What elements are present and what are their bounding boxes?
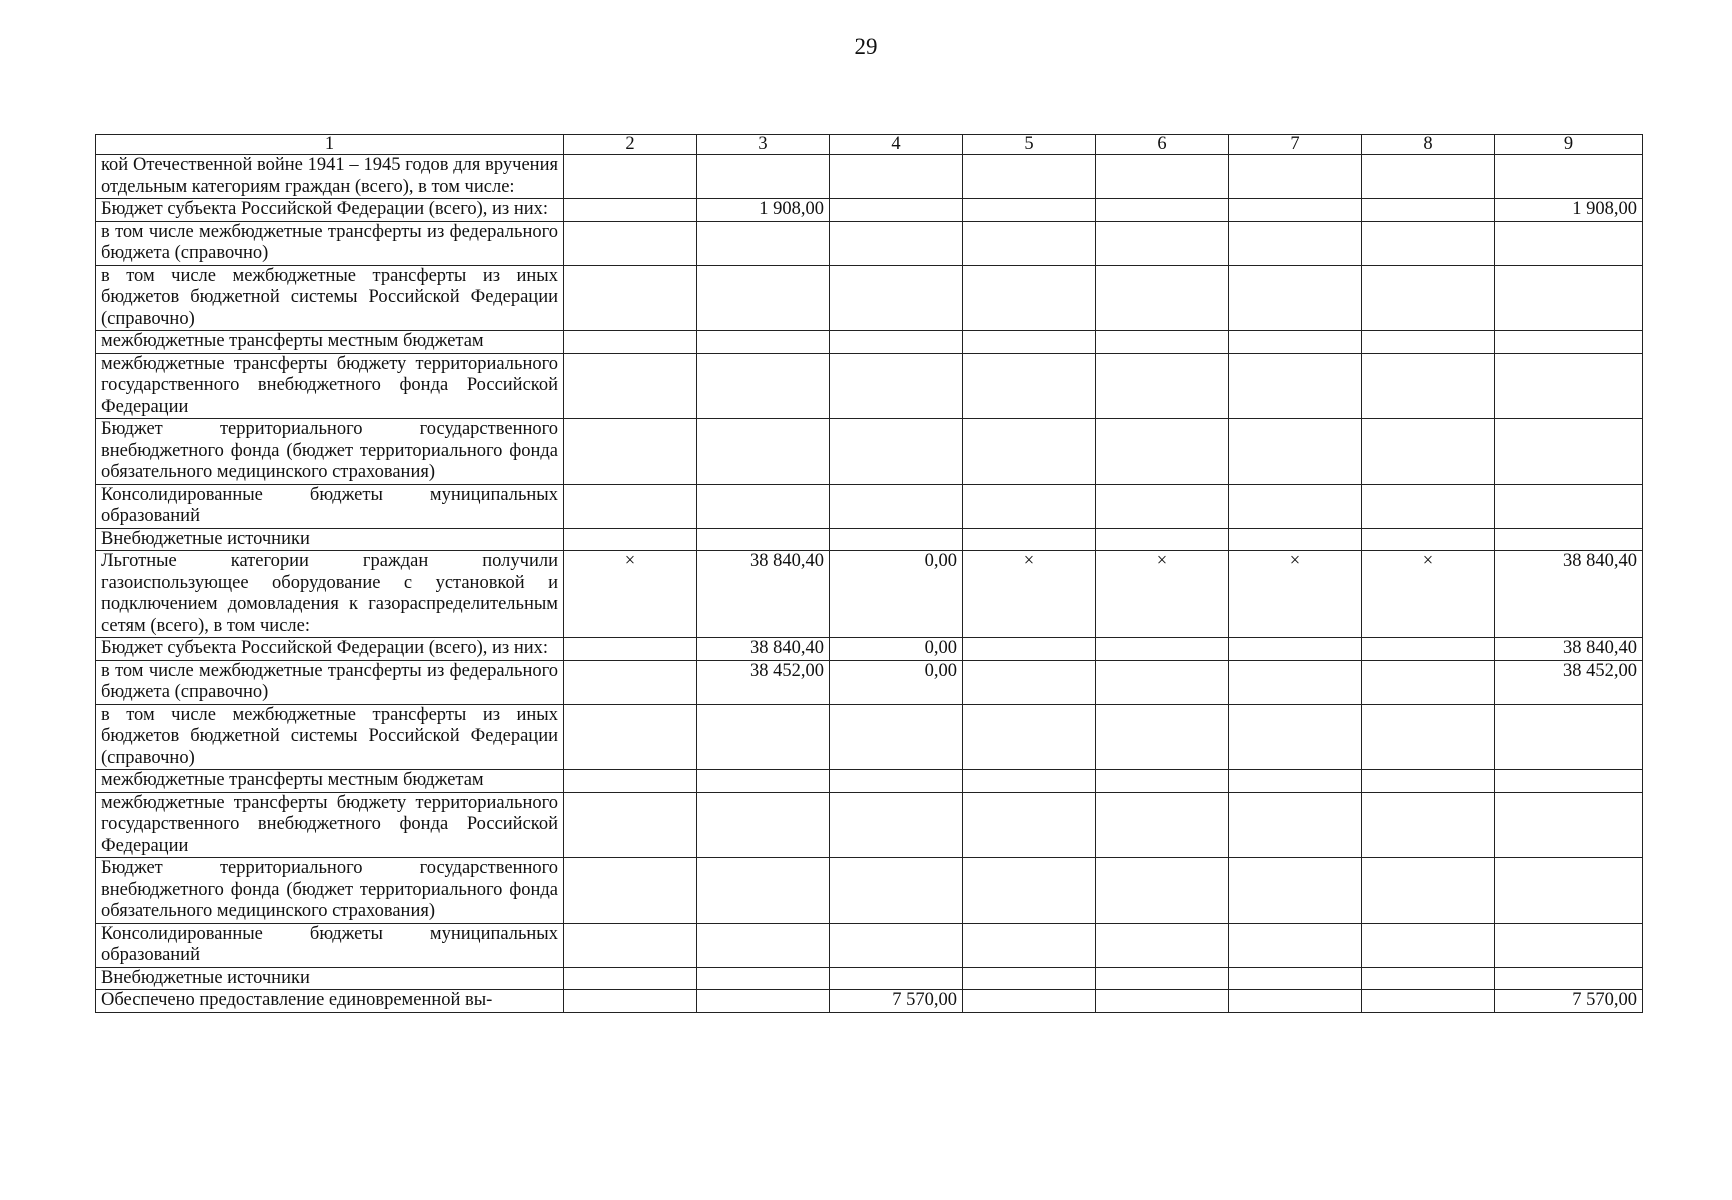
value-cell (1096, 221, 1229, 265)
value-cell (830, 419, 963, 485)
table-row (96, 638, 1643, 661)
value-cell (1362, 221, 1495, 265)
value-cell (564, 660, 697, 704)
value-cell (1229, 221, 1362, 265)
value-cell (1495, 704, 1643, 770)
table-row (96, 858, 1643, 924)
value-cell (1495, 353, 1643, 419)
value-cell (1362, 419, 1495, 485)
value-cell (1362, 858, 1495, 924)
value-cell: 38 840,40 (697, 551, 830, 638)
value-cell (564, 638, 697, 661)
value-cell (1096, 858, 1229, 924)
value-cell (1096, 265, 1229, 331)
row-label: Внебюджетные источники (96, 967, 564, 990)
value-cell (1229, 331, 1362, 354)
value-cell (963, 353, 1096, 419)
value-cell (830, 923, 963, 967)
value-cell: 7 570,00 (830, 990, 963, 1013)
column-header: 3 (697, 135, 830, 155)
value-cell: 0,00 (830, 638, 963, 661)
value-cell (1229, 990, 1362, 1013)
value-cell (1229, 353, 1362, 419)
value-cell: 7 570,00 (1495, 990, 1643, 1013)
value-cell (697, 858, 830, 924)
value-cell (697, 792, 830, 858)
value-cell (1362, 660, 1495, 704)
not-applicable-mark: × (1229, 551, 1362, 638)
value-cell (963, 155, 1096, 199)
value-cell: 0,00 (830, 551, 963, 638)
value-cell (830, 967, 963, 990)
table-row (96, 770, 1643, 793)
value-cell (564, 923, 697, 967)
value-cell (564, 419, 697, 485)
value-cell (564, 990, 697, 1013)
value-cell: 0,00 (830, 660, 963, 704)
value-cell (564, 199, 697, 222)
value-cell (1229, 155, 1362, 199)
value-cell (963, 638, 1096, 661)
value-cell (1362, 265, 1495, 331)
value-cell (697, 704, 830, 770)
value-cell (963, 967, 1096, 990)
value-cell (1495, 221, 1643, 265)
value-cell (1362, 353, 1495, 419)
value-cell (697, 419, 830, 485)
value-cell (564, 265, 697, 331)
value-cell (1229, 199, 1362, 222)
table-row (96, 923, 1643, 967)
table-row (96, 221, 1643, 265)
value-cell (1229, 419, 1362, 485)
table-row (96, 199, 1643, 222)
value-cell (1229, 967, 1362, 990)
column-header: 4 (830, 135, 963, 155)
row-label: Бюджет субъекта Российской Федерации (всего), из них: (96, 199, 564, 222)
value-cell (830, 331, 963, 354)
value-cell (830, 704, 963, 770)
value-cell (1096, 419, 1229, 485)
row-label: межбюджетные трансферты местным бюджетам (96, 770, 564, 793)
column-header: 5 (963, 135, 1096, 155)
value-cell (1229, 660, 1362, 704)
value-cell (1362, 484, 1495, 528)
value-cell (1362, 199, 1495, 222)
value-cell (963, 265, 1096, 331)
value-cell (1495, 419, 1643, 485)
table-row (96, 792, 1643, 858)
page-number: 29 (854, 34, 878, 59)
column-header: 8 (1362, 135, 1495, 155)
row-label: в том числе межбюджетные трансферты из федерального бюджета (справочно) (96, 221, 564, 265)
value-cell (1495, 528, 1643, 551)
value-cell (963, 199, 1096, 222)
value-cell (564, 858, 697, 924)
value-cell (1495, 155, 1643, 199)
row-label: Консолидированные бюджеты муниципальных образований (96, 923, 564, 967)
value-cell (1096, 967, 1229, 990)
value-cell (830, 221, 963, 265)
value-cell (1495, 792, 1643, 858)
value-cell (697, 221, 830, 265)
value-cell (697, 967, 830, 990)
value-cell (564, 221, 697, 265)
value-cell (1229, 528, 1362, 551)
value-cell (1229, 638, 1362, 661)
value-cell (1096, 990, 1229, 1013)
value-cell (963, 331, 1096, 354)
value-cell (1495, 265, 1643, 331)
not-applicable-mark: × (1096, 551, 1229, 638)
row-label: Внебюджетные источники (96, 528, 564, 551)
row-label: межбюджетные трансферты местным бюджетам (96, 331, 564, 354)
table-row (96, 704, 1643, 770)
value-cell (1096, 660, 1229, 704)
row-label: межбюджетные трансферты бюджету территориального государственного внебюджетного фонда Российской Федерации (96, 353, 564, 419)
value-cell (1229, 704, 1362, 770)
value-cell (963, 990, 1096, 1013)
value-cell (697, 155, 830, 199)
value-cell (1362, 331, 1495, 354)
value-cell: 38 840,40 (697, 638, 830, 661)
value-cell (1362, 792, 1495, 858)
value-cell: 38 840,40 (1495, 551, 1643, 638)
value-cell (1229, 770, 1362, 793)
not-applicable-mark: × (564, 551, 697, 638)
value-cell (564, 528, 697, 551)
table-row (96, 155, 1643, 199)
column-header: 2 (564, 135, 697, 155)
value-cell (697, 990, 830, 1013)
value-cell (1096, 155, 1229, 199)
value-cell (1362, 923, 1495, 967)
value-cell (830, 770, 963, 793)
row-label: межбюджетные трансферты бюджету территориального государственного внебюджетного фонда Российской Федерации (96, 792, 564, 858)
value-cell (963, 792, 1096, 858)
column-header: 7 (1229, 135, 1362, 155)
value-cell: 1 908,00 (1495, 199, 1643, 222)
value-cell (830, 858, 963, 924)
value-cell (1229, 858, 1362, 924)
value-cell (1229, 923, 1362, 967)
row-label: Бюджет субъекта Российской Федерации (всего), из них: (96, 638, 564, 661)
value-cell: 38 840,40 (1495, 638, 1643, 661)
value-cell (830, 353, 963, 419)
value-cell (564, 770, 697, 793)
value-cell (963, 923, 1096, 967)
row-label: Льготные категории граждан получили газоиспользующее оборудование с установкой и подключением домовладения к газораспределительным сетям (всего), в том числе: (96, 551, 564, 638)
value-cell (1362, 638, 1495, 661)
value-cell (1096, 331, 1229, 354)
value-cell (830, 265, 963, 331)
value-cell (1096, 923, 1229, 967)
not-applicable-mark: × (1362, 551, 1495, 638)
value-cell (697, 528, 830, 551)
value-cell (1495, 967, 1643, 990)
value-cell (1362, 967, 1495, 990)
value-cell (1096, 528, 1229, 551)
value-cell (564, 967, 697, 990)
value-cell (963, 221, 1096, 265)
value-cell (697, 484, 830, 528)
value-cell (1362, 704, 1495, 770)
value-cell (830, 528, 963, 551)
table-row (96, 967, 1643, 990)
value-cell (564, 484, 697, 528)
row-label: Обеспечено предоставление единовременной вы- (96, 990, 564, 1013)
row-label: Бюджет территориального государственного внебюджетного фонда (бюджет территориального фонда обязательного медицинского страхования) (96, 858, 564, 924)
value-cell (564, 331, 697, 354)
value-cell (1362, 528, 1495, 551)
value-cell (697, 331, 830, 354)
column-header: 9 (1495, 135, 1643, 155)
value-cell (1096, 704, 1229, 770)
value-cell (830, 792, 963, 858)
row-label: в том числе межбюджетные трансферты из федерального бюджета (справочно) (96, 660, 564, 704)
table-row (96, 353, 1643, 419)
table-body (96, 135, 1643, 1013)
value-cell (1362, 155, 1495, 199)
value-cell (963, 770, 1096, 793)
value-cell: 38 452,00 (697, 660, 830, 704)
value-cell (697, 923, 830, 967)
value-cell (1229, 792, 1362, 858)
row-label: Консолидированные бюджеты муниципальных образований (96, 484, 564, 528)
value-cell (1362, 990, 1495, 1013)
value-cell: 38 452,00 (1495, 660, 1643, 704)
value-cell (564, 155, 697, 199)
column-header: 1 (96, 135, 564, 155)
value-cell: 1 908,00 (697, 199, 830, 222)
value-cell (963, 660, 1096, 704)
value-cell (564, 792, 697, 858)
value-cell (1096, 353, 1229, 419)
value-cell (1495, 923, 1643, 967)
value-cell (963, 419, 1096, 485)
row-label: кой Отечественной войне 1941 – 1945 годов для вручения отдельным категориям граждан (всего), в том числе: (96, 155, 564, 199)
value-cell (1362, 770, 1495, 793)
row-label: в том числе межбюджетные трансферты из иных бюджетов бюджетной системы Российской Федерации (справочно) (96, 704, 564, 770)
value-cell (1495, 770, 1643, 793)
table-row (96, 551, 1643, 638)
value-cell (963, 858, 1096, 924)
budget-table (95, 134, 1643, 1013)
value-cell (564, 704, 697, 770)
value-cell (1495, 484, 1643, 528)
value-cell (1495, 331, 1643, 354)
value-cell (1229, 265, 1362, 331)
value-cell (963, 528, 1096, 551)
value-cell (963, 704, 1096, 770)
value-cell (830, 155, 963, 199)
value-cell (697, 353, 830, 419)
value-cell (697, 770, 830, 793)
value-cell (963, 484, 1096, 528)
value-cell (697, 265, 830, 331)
table-row (96, 331, 1643, 354)
value-cell (1495, 858, 1643, 924)
header-row (96, 135, 1643, 155)
table-row (96, 528, 1643, 551)
value-cell (830, 484, 963, 528)
value-cell (1096, 638, 1229, 661)
row-label: в том числе межбюджетные трансферты из иных бюджетов бюджетной системы Российской Федерации (справочно) (96, 265, 564, 331)
value-cell (1229, 484, 1362, 528)
value-cell (1096, 770, 1229, 793)
value-cell (1096, 792, 1229, 858)
not-applicable-mark: × (963, 551, 1096, 638)
value-cell (1096, 199, 1229, 222)
value-cell (564, 353, 697, 419)
value-cell (1096, 484, 1229, 528)
value-cell (830, 199, 963, 222)
row-label: Бюджет территориального государственного внебюджетного фонда (бюджет территориального фонда обязательного медицинского страхования) (96, 419, 564, 485)
table-row (96, 419, 1643, 485)
table-row (96, 265, 1643, 331)
table-row (96, 484, 1643, 528)
table-row (96, 660, 1643, 704)
table-row (96, 990, 1643, 1013)
column-header: 6 (1096, 135, 1229, 155)
